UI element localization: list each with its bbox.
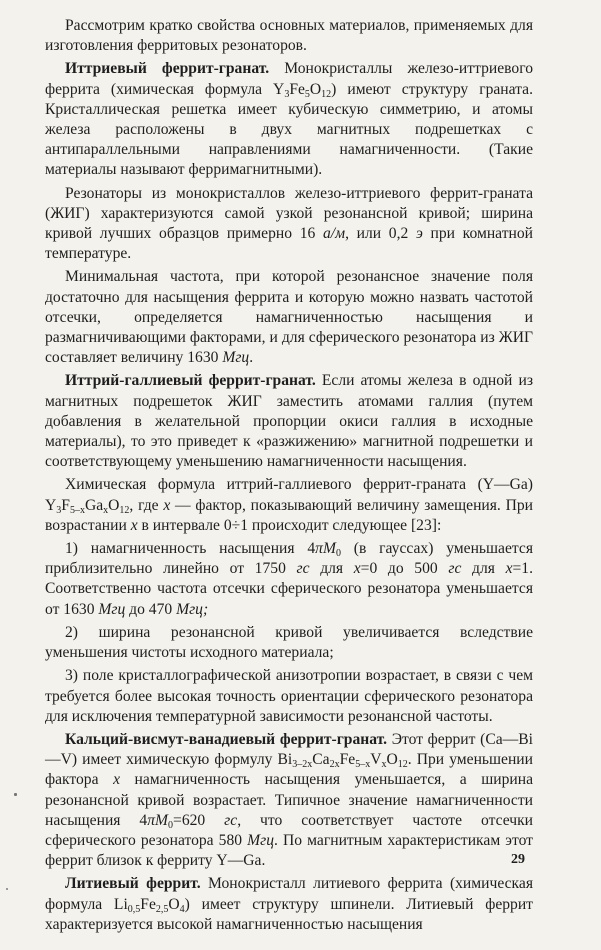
section-heading-yig: Иттриевый феррит-гранат. [65,60,270,78]
section-heading-cbv: Кальций-висмут-ванадиевый феррит-гранат. [65,730,388,748]
scan-speck [6,888,8,890]
paragraph-lithium: Литиевый феррит. Монокристалл литиевого феррита (химическая формула $Li_{0,5}Fe_{2,5}O_4$) имеет структуру шпинели. Литиевый феррит характеризуется высокой намагниченностью насыщения [45,875,533,933]
paragraph-cbv: Кальций-висмут-ванадиевый феррит-гранат. Этот феррит (Ca—Bi—V) имеет химическую формулу $Bi_{3-2x}Ca_{2x}Fe_{5-x}V_xO_{12}$. При уменьшении фактора x намагниченность насыщения уменьшается, а ширина резонансной кривой возрастает. Типичное значение намагниченности насыщения $4\pi M_0=620$ гс, что соответствует частоте отсечки сферического резонатора 580 Мгц. По магнитным характеристикам этот феррит близок к ферриту Y—Ga. [45,730,533,870]
paragraph-ygg-formula: Химическая формула иттрий-галлиевого феррит-граната (Y—Ga) $Y_3F_{5-x}Ga_xO_{12}$, где x — фактор, показывающий величину замещения. При возрастании x в интервале 0÷1 происходит следующее [23]: [45,476,533,534]
list-item-3: 3) поле кристаллографической анизотропии возрастает, в связи с чем требуется более высокая точность ориентации сферического резонатора для исключения температурной зависимости резонансной частоты. [45,667,533,725]
scan-speck [14,793,17,796]
paragraph-yig-resonators: Резонаторы из монокристаллов железо-иттриевого феррит-граната (ЖИГ) характеризуются самой узкой резонансной кривой; ширина кривой лучших образцов примерно 16 а/м, или 0,2 э при комнатной температуре. [45,184,533,263]
paragraph-ygg: Иттрий-галлиевый феррит-гранат. Если атомы железа в одной из магнитных подрешеток ЖИГ заместить атомами галлия (путем добавления в желательной пропорции окиси галлия в исходные материалы), то это приведет к «разжижению» магнитной подрешетки и соответствующему уменьшению намагниченности насыщения. [45,372,533,471]
formula-yig: $Y_3Fe_5O_{12}$ [273,80,332,100]
list-item-1: 1) намагниченность насыщения $4\pi M_0$ (в гауссах) уменьшается приблизительно линейно от 1750 гс для x=0 до 500 гс для x=1. Соответственно частота отсечки сферического резонатора уменьшается от 1630 Мгц до 470 Мгц; [45,540,533,618]
formula-cbv: $Bi_{3-2x}Ca_{2x}Fe_{5-x}V_xO_{12}$ [277,751,408,771]
formula-ygg: $Y_3F_{5-x}Ga_xO_{12}$ [45,496,130,516]
formula-lithium: $Li_{0,5}Fe_{2,5}O_4$ [113,895,185,915]
section-heading-ygg: Иттрий-галлиевый феррит-гранат. [65,372,316,390]
paragraph-yig: Иттриевый феррит-гранат. Монокристаллы железо-иттриевого феррита (химическая формула $Y_3Fe_5O_{12}$) имеют структуру граната. Кристаллическая решетка имеет кубическую симметрию, и атомы железа расположены в двух магнитных подрешетках с антипараллельными направлениями намагниченности. (Такие материалы называют ферримагнитными). [45,60,533,179]
paragraph-intro: Рассмотрим кратко свойства основных материалов, применяемых для изготовления ферритовых резонаторов. [45,17,533,55]
section-heading-lithium: Литиевый феррит. [65,875,201,893]
paragraph-cutoff-frequency: Минимальная частота, при которой резонансное значение поля достаточно для насыщения феррита и которую можно назвать частотой отсечки, определяется намагниченностью насыщения и размагничивающими факторами, и для сферического резонатора из ЖИГ составляет величину 1630 Мгц. [45,268,533,367]
page-number: 29 [511,852,525,867]
page-body [45,16,533,935]
list-item-2: 2) ширина резонансной кривой увеличивается вследствие уменьшения чистоты исходного материала; [45,623,533,662]
